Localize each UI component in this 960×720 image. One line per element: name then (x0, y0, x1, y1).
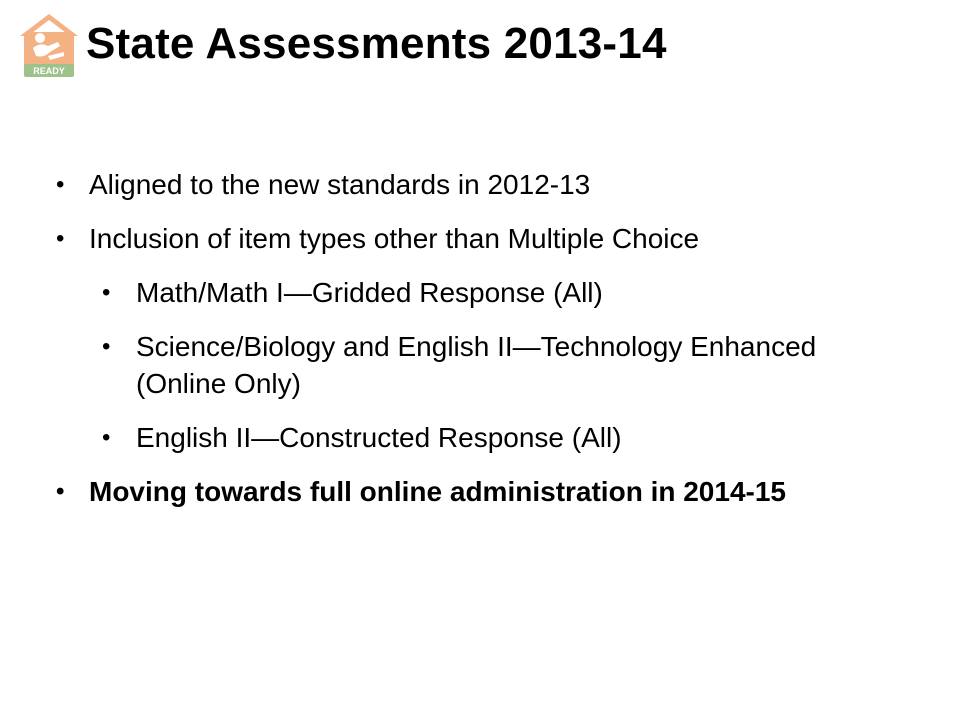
list-item (52, 473, 912, 510)
ready-logo-icon (18, 12, 80, 78)
list-item-text: Science/Biology and English II—Technology Enhanced (Online Only) (136, 331, 817, 399)
list-item-text: Inclusion of item types other than Multiple Choice (89, 223, 700, 254)
bullet-list (52, 166, 912, 527)
logo-text: READY (33, 66, 65, 76)
bullet-icon: • (56, 225, 65, 252)
list-item-text: Moving towards full online administration in 2014-15 (89, 476, 786, 507)
bullet-icon: • (56, 171, 65, 198)
bullet-icon: • (102, 333, 111, 360)
bullet-icon: • (56, 478, 65, 505)
list-item (52, 220, 912, 257)
bullet-icon: • (102, 279, 111, 306)
bullet-icon: • (102, 424, 111, 451)
sub-list-item (52, 328, 912, 402)
list-item-text: Aligned to the new standards in 2012-13 (89, 169, 591, 200)
ready-logo (18, 12, 80, 78)
list-item-text: Math/Math I—Gridded Response (All) (136, 277, 603, 308)
list-item-text: English II—Constructed Response (All) (136, 422, 622, 453)
sub-list-item (52, 274, 912, 311)
slide-title: State Assessments 2013-14 (86, 19, 667, 68)
list-item (52, 166, 912, 203)
sub-list-item (52, 419, 912, 456)
